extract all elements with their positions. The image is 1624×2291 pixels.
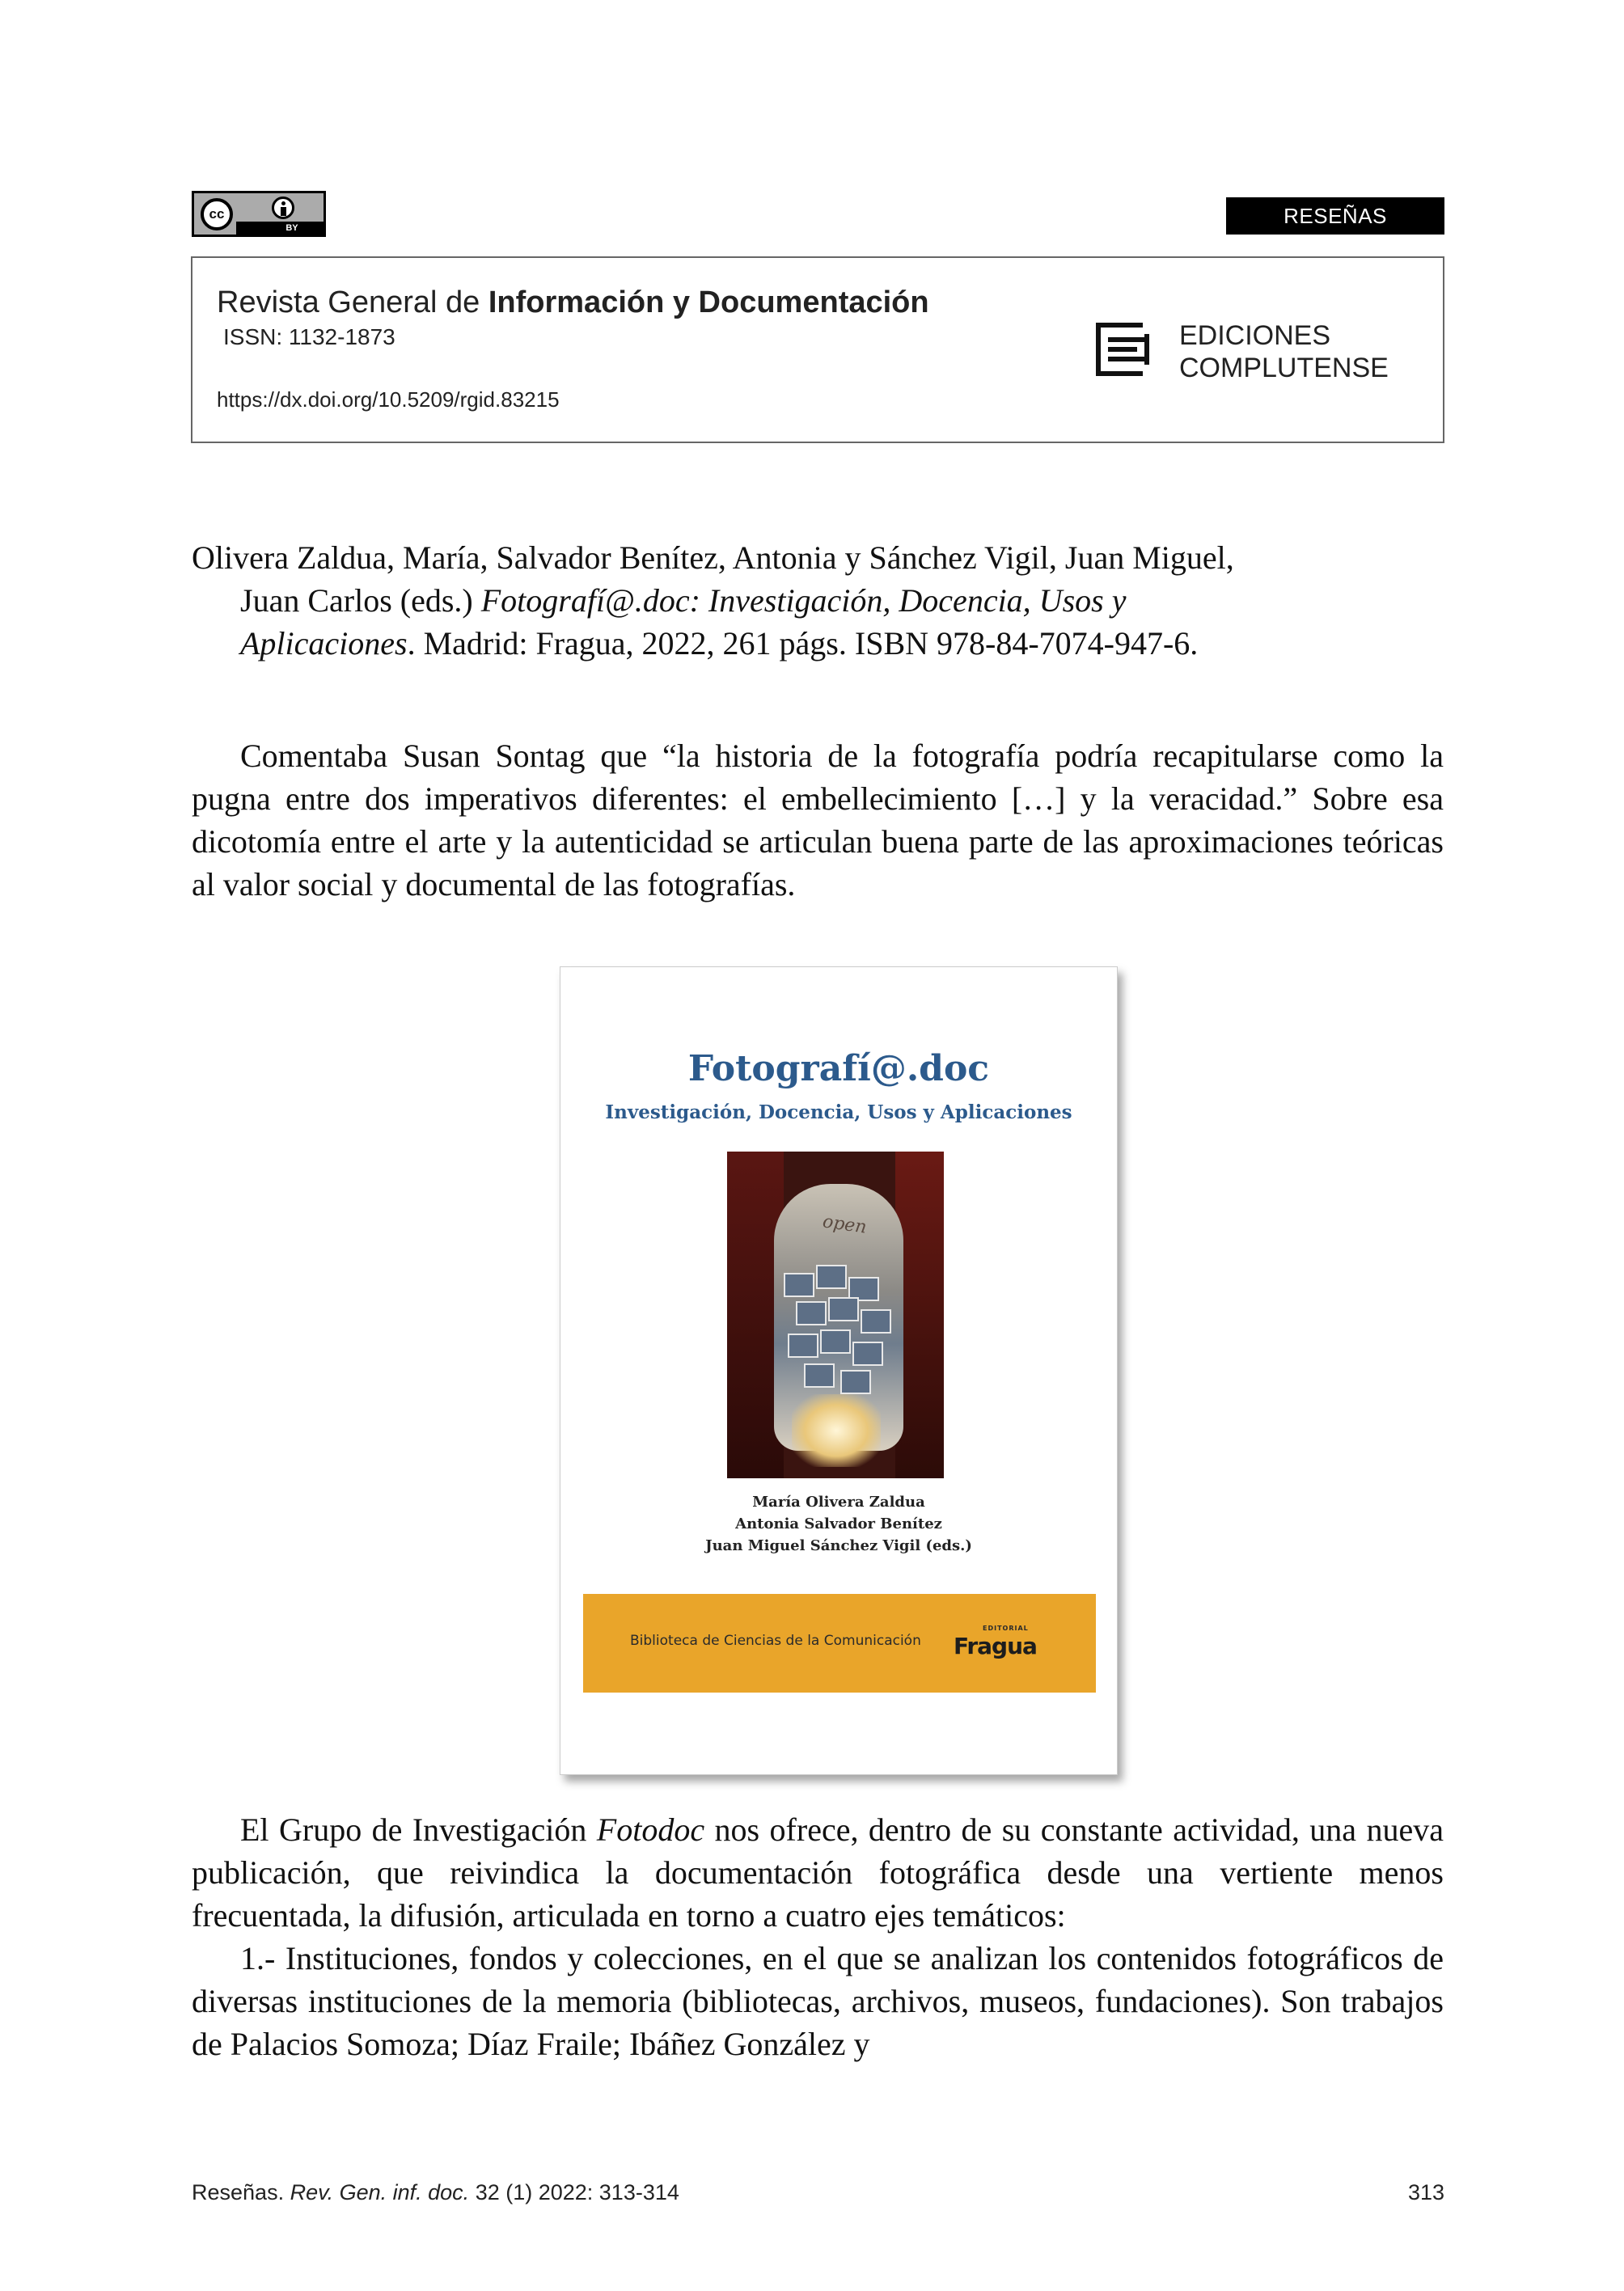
citation-title-part2: Aplicaciones	[240, 625, 408, 662]
citation-title-part1: Fotografí@.doc: Investigación, Docencia, Usos y	[480, 582, 1127, 619]
footer-journal-abbrev: Rev. Gen. inf. doc.	[290, 2180, 470, 2204]
publisher-line1: EDICIONES	[1179, 320, 1331, 351]
photo-tile	[784, 1273, 814, 1297]
review-paragraph-1	[192, 734, 1444, 906]
cover-author-2: Antonia Salvador Benítez	[735, 1515, 942, 1532]
photo-tile	[852, 1342, 883, 1366]
paragraph-2-group-name: Fotodoc	[596, 1811, 705, 1848]
cc-icon	[201, 198, 233, 230]
journal-issn: ISSN: 1132-1873	[223, 324, 395, 349]
cover-author-3: Juan Miguel Sánchez Vigil (eds.)	[705, 1537, 972, 1554]
photo-tile	[861, 1309, 891, 1334]
photo-tile	[828, 1297, 859, 1321]
fragua-logo-editorial: EDITORIAL	[983, 1625, 1029, 1632]
section-tag: RESEÑAS	[1226, 197, 1444, 235]
journal-header-box	[191, 256, 1444, 443]
photo-light	[792, 1394, 881, 1467]
paragraph-1-text: Comentaba Susan Sontag que “la historia de la fotografía podría recapitularse como la pugna entre dos imperativos diferentes: el embellecimiento […] y la veracidad.” Sobre esa dicotomía entre el arte y la autenticidad se articulan buena parte de las aproximaciones teóricas al valor social y documental de las fotografías.	[192, 738, 1444, 902]
page-number: 313	[1407, 2180, 1444, 2204]
photo-tile	[816, 1265, 847, 1289]
fragua-logo-name: Fragua	[954, 1633, 1037, 1659]
publisher-line2: COMPLUTENSE	[1179, 353, 1389, 383]
citation-line3	[192, 622, 1445, 665]
attribution-icon	[272, 197, 294, 219]
book-cover-image	[560, 966, 1118, 1775]
citation-publication-info: . Madrid: Fragua, 2022, 261 págs. ISBN 978-84-7074-947-6.	[407, 625, 1199, 662]
cc-label: cc	[209, 206, 225, 222]
footer-volume: 32 (1) 2022: 313-314	[469, 2180, 679, 2204]
review-paragraph-2	[192, 1808, 1444, 2065]
paragraph-2-text	[192, 1808, 1444, 1937]
journal-title-bold: Información y Documentación	[488, 285, 929, 319]
by-label: BY	[236, 222, 324, 235]
photo-tile	[796, 1301, 827, 1325]
publisher-name	[1179, 319, 1389, 384]
citation-editors: Juan Carlos (eds.)	[240, 582, 481, 619]
paragraph-2-rest: nos ofrece, dentro de su constante actividad, una nueva publicación, que reivindica la documentación fotográfica desde una vertiente menos frecuentada, la difusión, articulada en torno a cuatro ejes temáticos:	[192, 1811, 1444, 1934]
cover-authors	[560, 1491, 1117, 1557]
paragraph-3-text: 1.- Instituciones, fondos y colecciones, en el que se analizan los contenidos fotográficos de diversas instituciones de la memoria (bibliotecas, archivos, museos, fundaciones). Son trabajos de Palacios Somoza; Díaz Fraile; Ibáñez González y	[192, 1940, 1444, 2062]
page-footer-citation	[192, 2180, 679, 2205]
photo-tile	[840, 1370, 871, 1394]
journal-title-prefix: Revista General de	[217, 285, 488, 319]
cover-series-name: Biblioteca de Ciencias de la Comunicación	[630, 1633, 921, 1649]
cc-by-license-badge	[192, 191, 326, 237]
photo-tile	[788, 1334, 818, 1358]
journal-title	[217, 285, 929, 320]
footer-prefix: Reseñas.	[192, 2180, 290, 2204]
cover-subtitle: Investigación, Docencia, Usos y Aplicaciones	[605, 1101, 1072, 1123]
book-citation	[192, 536, 1445, 665]
journal-doi-link[interactable]: https://dx.doi.org/10.5209/rgid.83215	[217, 387, 560, 412]
cover-author-1: María Olivera Zaldua	[752, 1494, 925, 1511]
photo-tile	[804, 1363, 835, 1388]
ediciones-complutense-logo-icon	[1096, 323, 1149, 376]
cover-photograph	[727, 1152, 944, 1478]
photo-open-label: open	[821, 1211, 869, 1238]
fragua-logo	[954, 1621, 1042, 1667]
cover-title: Fotografí@.doc	[687, 1048, 990, 1089]
cover-series-band	[583, 1594, 1096, 1693]
photo-tile	[820, 1329, 851, 1354]
paragraph-2-start: El Grupo de Investigación	[240, 1811, 597, 1848]
citation-line1: Olivera Zaldua, María, Salvador Benítez, Antonia y Sánchez Vigil, Juan Miguel,	[192, 539, 1234, 576]
citation-line2	[192, 579, 1445, 622]
